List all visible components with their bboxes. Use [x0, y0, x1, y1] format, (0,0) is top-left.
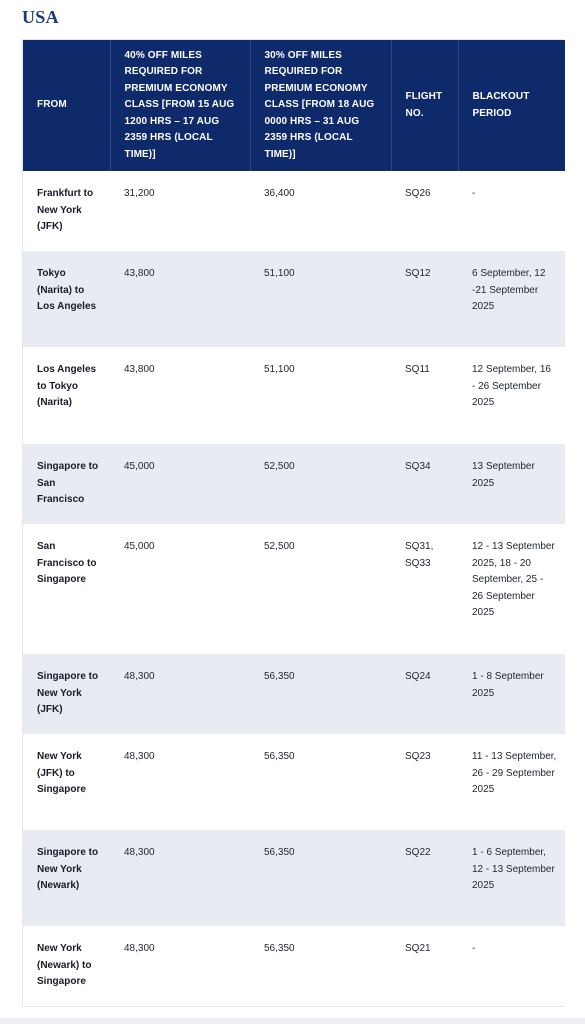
cell-30-off: 52,500: [250, 524, 391, 654]
cell-40-off: 43,800: [110, 347, 250, 444]
table-row: [23, 171, 565, 251]
cell-30-off: 51,100: [250, 251, 391, 347]
cell-flight: SQ11: [391, 347, 458, 444]
cell-flight: SQ31, SQ33: [391, 524, 458, 654]
cell-blackout: 1 - 6 September, 12 - 13 September 2025: [458, 830, 565, 926]
cell-30-off: 56,350: [250, 654, 391, 734]
cell-40-off: 45,000: [110, 524, 250, 654]
cell-blackout: 11 - 13 September, 26 - 29 September 2025: [458, 734, 565, 830]
table-row: [23, 347, 565, 444]
cell-from: New York (Newark) to Singapore: [23, 926, 110, 1006]
cell-blackout: -: [458, 926, 565, 1006]
cell-flight: SQ34: [391, 444, 458, 524]
cell-30-off: 51,100: [250, 347, 391, 444]
header-blackout-period: BLACKOUT PERIOD: [458, 40, 565, 171]
cell-from: San Francisco to Singapore: [23, 524, 110, 654]
cell-40-off: 48,300: [110, 654, 250, 734]
cell-from: Singapore to San Francisco: [23, 444, 110, 524]
table-row: [23, 830, 565, 926]
cell-40-off: 48,300: [110, 830, 250, 926]
cell-30-off: 56,350: [250, 830, 391, 926]
cell-flight: SQ23: [391, 734, 458, 830]
miles-table-container: [22, 39, 564, 1007]
cell-from: Los Angeles to Tokyo (Narita): [23, 347, 110, 444]
cell-from: Singapore to New York (Newark): [23, 830, 110, 926]
cell-40-off: 45,000: [110, 444, 250, 524]
table-row: [23, 734, 565, 830]
table-row: [23, 524, 565, 654]
table-row: [23, 444, 565, 524]
cell-40-off: 48,300: [110, 926, 250, 1006]
cell-blackout: -: [458, 171, 565, 251]
cell-30-off: 56,350: [250, 926, 391, 1006]
header-from: FROM: [23, 40, 110, 171]
cell-blackout: 12 - 13 September 2025, 18 - 20 September, 25 - 26 September 2025: [458, 524, 565, 654]
section-title: USA: [22, 7, 59, 27]
cell-30-off: 36,400: [250, 171, 391, 251]
cell-30-off: 56,350: [250, 734, 391, 830]
cell-from: Frankfurt to New York (JFK): [23, 171, 110, 251]
cell-from: New York (JFK) to Singapore: [23, 734, 110, 830]
cell-from: Tokyo (Narita) to Los Angeles: [23, 251, 110, 347]
cell-from: Singapore to New York (JFK): [23, 654, 110, 734]
cell-flight: SQ24: [391, 654, 458, 734]
header-flight-no: FLIGHT NO.: [391, 40, 458, 171]
cell-blackout: 12 September, 16 - 26 September 2025: [458, 347, 565, 444]
cell-blackout: 1 - 8 September 2025: [458, 654, 565, 734]
header-30-off: 30% OFF MILES REQUIRED FOR PREMIUM ECONOMY CLASS [FROM 18 AUG 0000 HRS – 31 AUG 2359 HRS (LOCAL TIME)]: [250, 40, 391, 171]
cell-blackout: 13 September 2025: [458, 444, 565, 524]
cell-40-off: 43,800: [110, 251, 250, 347]
cell-blackout: 6 September, 12 -21 September 2025: [458, 251, 565, 347]
header-row: [23, 40, 565, 171]
cell-40-off: 48,300: [110, 734, 250, 830]
table-row: [23, 654, 565, 734]
cell-30-off: 52,500: [250, 444, 391, 524]
cell-40-off: 31,200: [110, 171, 250, 251]
header-40-off: 40% OFF MILES REQUIRED FOR PREMIUM ECONOMY CLASS [FROM 15 AUG 1200 HRS – 17 AUG 2359 HRS (LOCAL TIME)]: [110, 40, 250, 171]
miles-table: [23, 40, 565, 1006]
page-bottom-strip: [0, 1018, 585, 1024]
table-row: [23, 926, 565, 1006]
cell-flight: SQ21: [391, 926, 458, 1006]
cell-flight: SQ26: [391, 171, 458, 251]
table-body: [23, 171, 565, 1006]
cell-flight: SQ12: [391, 251, 458, 347]
cell-flight: SQ22: [391, 830, 458, 926]
table-header: [23, 40, 565, 171]
table-row: [23, 251, 565, 347]
